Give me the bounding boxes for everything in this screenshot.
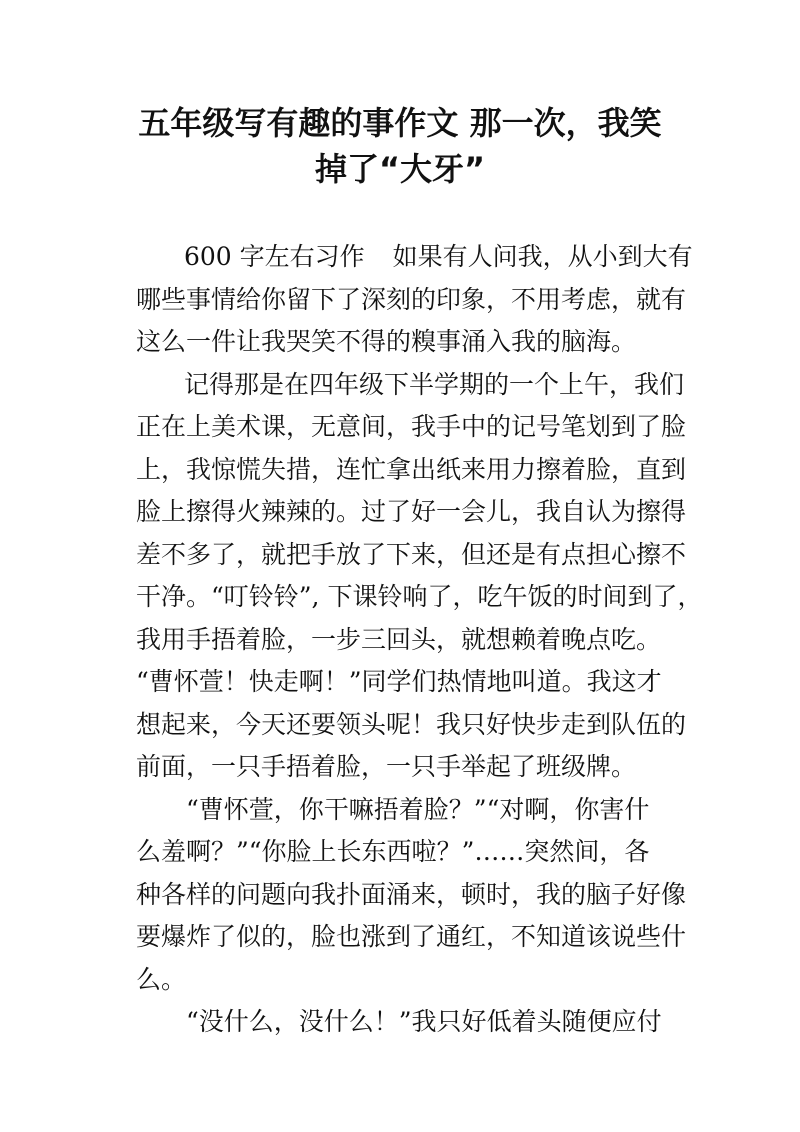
title-line-2: 掉了“大牙”: [314, 150, 486, 188]
body-line-3: 这么一件让我哭笑不得的糗事涌入我的脑海。: [136, 327, 637, 356]
body-line-1: [136, 236, 693, 279]
intro-note: 600 字左右习作: [184, 242, 365, 271]
document-title: [100, 100, 700, 192]
body-line-8: 差不多了，就把手放了下来，但还是有点担心擦不: [136, 539, 687, 569]
body-line-16: 种各样的问题向我扑面涌来，顿时，我的脑子好像: [136, 879, 687, 909]
title-line-1: 五年级写有趣的事作文 那一次，我笑: [138, 104, 662, 142]
body-line-14: “曹怀萱，你干嘛捂着脸？”“对啊，你害什: [186, 794, 650, 824]
body-line-2: 哪些事情给你留下了深刻的印象，不用考虑，就有: [136, 284, 687, 314]
body-line-17: 要爆炸了似的，脸也涨到了通红，不知道该说些什: [136, 922, 687, 951]
body-line-5: 正在上美术课，无意间，我手中的记号笔划到了脸: [136, 412, 687, 441]
body-line-18: 么。: [136, 964, 187, 994]
essay-body: [136, 236, 703, 1044]
body-line-6: 上，我惊慌失措，连忙拿出纸来用力擦着脸，直到: [136, 454, 687, 484]
body-line-9: 干净。“叮铃铃”, 下课铃响了，吃午饭的时间到了，: [136, 582, 703, 611]
body-line-7: 脸上擦得火辣辣的。过了好一会儿，我自认为擦得: [136, 497, 687, 526]
body-line-4: 记得那是在四年级下半学期的一个上午，我们: [184, 369, 685, 399]
body-line-15: 么羞啊？”“你脸上长东西啦？”……突然间，各: [136, 837, 650, 866]
body-line-19: “没什么，没什么！”我只好低着头随便应付: [186, 1007, 662, 1036]
body-line-11: “曹怀萱！快走啊！”同学们热情地叫道。我这才: [136, 667, 662, 696]
body-line-10: 我用手捂着脸，一步三回头，就想赖着晚点吃。: [136, 624, 662, 654]
body-line-13: 前面，一只手捂着脸，一只手举起了班级牌。: [136, 752, 637, 781]
body-line-12: 想起来，今天还要领头呢！我只好快步走到队伍的: [136, 709, 687, 739]
paragraph-start: 如果有人问我，从小到大有: [392, 242, 693, 271]
